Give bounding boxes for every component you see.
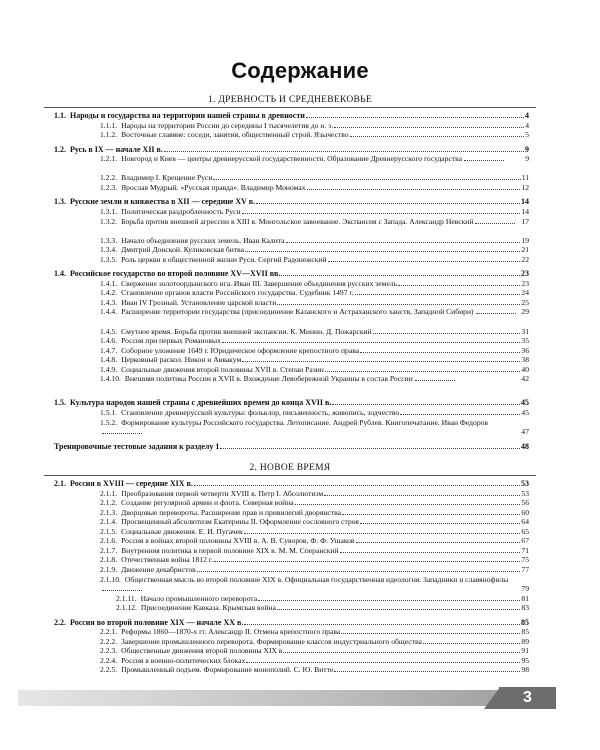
- toc-entry: [100, 374, 529, 383]
- entry-leader: [258, 600, 520, 601]
- entry-page: 45: [521, 407, 529, 417]
- entry-page: 81: [521, 593, 529, 603]
- entry-number: 1.4.3.: [100, 297, 118, 307]
- entry-number: 1.3.4.: [100, 245, 118, 255]
- entry-title: Россия в XVIII — середине XIX в.: [70, 479, 193, 488]
- entry-title: Расширение территории государства (присоединение Казанского и Астраханского ханств, Западной Сибири): [121, 307, 474, 317]
- entry-number: 2.1.12.: [116, 603, 137, 613]
- entry-number: 1.1.: [54, 111, 66, 120]
- toc-entry: [100, 236, 529, 245]
- entry-page: 25: [521, 297, 529, 307]
- entry-number: 1.4.1.: [100, 278, 118, 288]
- entry-number: 1.4.8.: [100, 355, 118, 365]
- entry-title: Соборное уложение 1649 г. Юридическое оформление крепостного права: [121, 345, 360, 355]
- toc-entry: [100, 627, 529, 636]
- entry-leader: [242, 213, 521, 214]
- page-title: Содержание: [231, 58, 369, 83]
- entry-title: Завершение промышленного переворота. Формирование классов индустриального общества: [121, 636, 422, 646]
- entry-leader: [244, 533, 521, 534]
- entry-title: Народы и государства на территории нашей страны в древности: [70, 111, 305, 120]
- toc-entry: [100, 536, 529, 545]
- entry-leader: [277, 304, 520, 305]
- chapter-entry: [54, 398, 529, 407]
- entry-title: Начало объединения русских земель. Иван Калита: [121, 235, 285, 245]
- entry-leader: [242, 361, 520, 362]
- entry-title: Роль церкви в общественной жизни Руси. Сергий Радонежский: [121, 254, 327, 264]
- entry-page: 11: [521, 173, 529, 183]
- entry-page: 21: [521, 245, 529, 255]
- chapter-entry: [54, 145, 529, 154]
- toc-entry: [100, 489, 529, 498]
- entry-number: 2.1.9.: [100, 564, 118, 574]
- entry-number: 2.2.3.: [100, 646, 118, 656]
- entry-number: 1.4.4.: [100, 307, 118, 317]
- entry-leader: [360, 523, 521, 524]
- entry-title: Русские земли и княжества в XII — середине XV в.: [70, 197, 256, 207]
- entry-title: Тренировочные тестовые задания к разделу 1: [54, 441, 220, 451]
- entry-page: 56: [521, 498, 529, 508]
- entry-number: 1.4.6.: [100, 336, 118, 346]
- entry-number: 2.2.: [54, 617, 66, 627]
- entry-page: 29: [521, 307, 529, 317]
- entry-leader: [340, 552, 521, 553]
- entry-page: 91: [521, 646, 529, 656]
- footer-bar: [18, 690, 552, 706]
- entry-leader: [398, 285, 520, 286]
- toc-entry: [100, 646, 529, 655]
- entry-leader: [214, 561, 520, 562]
- entry-leader: [102, 433, 142, 434]
- entry-title: Новгород и Киев — центры древнерусской государственности. Образование Древнерусского государства: [121, 154, 463, 164]
- entry-number: 2.2.5.: [100, 665, 118, 675]
- entry-leader: [334, 671, 520, 672]
- entry-page: 17: [521, 216, 529, 226]
- entry-leader: [356, 542, 521, 543]
- entry-number: 2.2.4.: [100, 655, 118, 665]
- entry-leader: [342, 514, 520, 515]
- entry-leader: [197, 571, 521, 572]
- entry-leader: [332, 404, 520, 405]
- entry-page: 24: [521, 288, 529, 298]
- entry-title: Восточные славяне: соседи, занятия, общественный строй. Язычество: [121, 130, 349, 140]
- toc-entry: [100, 245, 529, 254]
- toc-entry: [100, 255, 529, 264]
- entry-page: 23: [521, 269, 529, 279]
- entry-leader: [213, 179, 520, 180]
- entry-page: 36: [521, 345, 529, 355]
- chapter-entry: [54, 442, 529, 451]
- entry-title: Владимир I. Крещение Руси: [121, 173, 213, 183]
- chapter-entry: [54, 479, 529, 488]
- entry-number: 1.2.1.: [100, 154, 118, 164]
- section-heading: 1. ДРЕВНОСТЬ И СРЕДНЕВЕКОВЬЕ: [207, 95, 373, 105]
- toc-entry: [100, 498, 529, 507]
- toc-entry: [100, 508, 529, 517]
- chapter-entry: [54, 197, 529, 206]
- toc-entry: [100, 355, 529, 364]
- toc-entry: [100, 217, 529, 226]
- toc-entry: [100, 207, 529, 216]
- toc-entry: [100, 173, 529, 182]
- entry-page: 47: [521, 426, 529, 436]
- entry-page: 71: [521, 545, 529, 555]
- toc-entry: [100, 336, 529, 345]
- toc-entry: [100, 408, 529, 417]
- entry-page: 4: [525, 120, 529, 130]
- entry-leader: [415, 380, 455, 381]
- entry-page: 98: [521, 665, 529, 675]
- page-number: 3: [499, 687, 556, 709]
- entry-title: Социальные движения. Е. И. Пугачев: [121, 526, 243, 536]
- entry-number: 1.4.2.: [100, 288, 118, 298]
- entry-page: 65: [521, 526, 529, 536]
- entry-title: Отечественная война 1812 г.: [121, 555, 213, 565]
- entry-number: 1.3.3.: [100, 235, 118, 245]
- section-divider: [44, 107, 536, 108]
- entry-title: Русь в IX — начале XII в.: [70, 144, 163, 154]
- entry-page: 48: [521, 441, 529, 451]
- entry-title: Социальные движения второй половины XVII в. Степан Разин: [121, 364, 324, 374]
- entry-leader: [475, 223, 515, 224]
- entry-number: 1.3.2.: [100, 216, 118, 226]
- entry-number: 2.1.2.: [100, 498, 118, 508]
- entry-leader: [102, 590, 142, 591]
- entry-title: Движение декабристов: [121, 564, 196, 574]
- toc-entry: [100, 546, 529, 555]
- entry-number: 1.3.: [54, 197, 66, 207]
- entry-number: 2.1.1.: [100, 488, 118, 498]
- entry-leader: [256, 203, 520, 204]
- entry-page: 53: [521, 479, 529, 488]
- entry-number: 1.2.3.: [100, 182, 118, 192]
- entry-title: Промышленный подъем. Формирование монополий. С. Ю. Витте: [121, 665, 334, 675]
- toc-entry: [100, 365, 529, 374]
- toc-entry: [100, 665, 529, 674]
- toc-entry: [100, 565, 529, 574]
- entry-page: 75: [521, 555, 529, 565]
- entry-leader: [220, 448, 520, 449]
- chapter-entry: [54, 618, 529, 627]
- entry-number: 2.1.5.: [100, 526, 118, 536]
- toc-entry: [100, 183, 529, 192]
- entry-title: Преобразования первой четверти XVIII в. Петр I. Абсолютизм: [121, 488, 324, 498]
- footer-bar-accent: [484, 687, 500, 709]
- entry-page: 95: [521, 655, 529, 665]
- entry-leader: [324, 495, 520, 496]
- entry-page: 64: [521, 517, 529, 527]
- entry-number: 1.2.2.: [100, 173, 118, 183]
- entry-page: 12: [521, 182, 529, 192]
- entry-leader: [246, 662, 520, 663]
- toc-entry: [100, 307, 529, 316]
- entry-number: 1.4.10.: [100, 374, 121, 384]
- toc-entry: [100, 656, 529, 665]
- entry-number: 2.1.10.: [100, 574, 121, 584]
- entry-page: 79: [521, 583, 529, 593]
- entry-page: 38: [521, 355, 529, 365]
- entry-page: 83: [521, 603, 529, 613]
- entry-title: Россия при первых Романовых: [121, 336, 221, 346]
- toc-entry: [100, 279, 529, 288]
- entry-leader: [325, 371, 521, 372]
- entry-leader: [245, 251, 520, 252]
- entry-number: 1.3.5.: [100, 254, 118, 264]
- entry-leader: [350, 136, 525, 137]
- entry-number: 2.2.1.: [100, 627, 118, 637]
- toc-entry: [100, 298, 529, 307]
- entry-leader: [355, 294, 521, 295]
- entry-number: 1.4.9.: [100, 364, 118, 374]
- entry-title: Создание регулярной армии и флота. Северная война: [121, 498, 294, 508]
- entry-number: 2.1.11.: [116, 593, 137, 603]
- entry-number: 1.5.2.: [100, 417, 118, 427]
- entry-number: 2.2.2.: [100, 636, 118, 646]
- toc-entry: [100, 154, 529, 163]
- toc-entry: [116, 603, 529, 612]
- toc-entry: [100, 527, 529, 536]
- entry-title: Дворцовые перевороты. Расширение прав и привилегий дворянства: [121, 507, 341, 517]
- entry-number: 1.5.1.: [100, 407, 118, 417]
- entry-page: 14: [521, 197, 529, 207]
- entry-leader: [464, 160, 504, 161]
- entry-title: Общественная мысль во второй половине XIX в. Официальная государственная идеология. Западники и славянофилы: [124, 574, 509, 584]
- entry-number: 1.4.: [54, 269, 66, 279]
- entry-title: Общественные движения второй половины XIX в.: [121, 646, 285, 656]
- entry-title: Дмитрий Донской. Куликовская битва: [121, 245, 245, 255]
- entry-title: Начало промышленного переворота: [140, 593, 258, 603]
- entry-leader: [244, 624, 520, 625]
- entry-title: Россия в военно-политических блоках: [121, 655, 246, 665]
- entry-title: Борьба против внешней агрессии в XIII в. Монгольское завоевание. Экспансия с Запада. Александр Невский: [121, 216, 474, 226]
- entry-leader: [373, 333, 521, 334]
- entry-number: 2.1.: [54, 479, 66, 488]
- entry-title: Россия во второй половине XIX — начале XX в.: [70, 617, 244, 627]
- entry-title: Народы на территории России до середины I тысячелетия до н. э.: [121, 120, 334, 130]
- chapter-entry: [54, 269, 529, 278]
- entry-leader: [476, 313, 516, 314]
- toc-entry: [100, 555, 529, 564]
- entry-leader: [164, 151, 524, 152]
- toc-entry: [100, 346, 529, 355]
- entry-number: 2.1.7.: [100, 545, 118, 555]
- entry-leader: [222, 342, 521, 343]
- entry-page: 35: [521, 336, 529, 346]
- toc-entry: [100, 288, 529, 297]
- entry-number: 2.1.8.: [100, 555, 118, 565]
- entry-title: Реформы 1860—1870-х гг. Александр II. Отмена крепостного права: [121, 627, 341, 637]
- toc-entry: [100, 418, 529, 436]
- entry-page: 9: [525, 144, 529, 154]
- entry-title: Свержение золотоордынского ига. Иван III. Завершение объединения русских земель: [121, 278, 398, 288]
- entry-number: 2.1.6.: [100, 536, 118, 546]
- entry-title: Просвещенный абсолютизм Екатерины II. Оформление сословного строя: [121, 517, 359, 527]
- entry-title: Культура народов нашей страны с древнейших времен до конца XVII в.: [70, 398, 332, 408]
- entry-number: 1.2.: [54, 144, 66, 154]
- toc-entry: [100, 130, 529, 139]
- entry-title: Смутное время. Борьба против внешней экспансии. К. Минин. Д. Пожарский: [121, 326, 372, 336]
- entry-number: 1.4.5.: [100, 326, 118, 336]
- entry-page: 42: [521, 374, 529, 384]
- entry-page: 53: [521, 488, 529, 498]
- entry-page: 4: [525, 111, 529, 120]
- entry-title: Внутренняя политика в первой половине XIX в. М. М. Сперанский: [121, 545, 339, 555]
- entry-leader: [277, 609, 521, 610]
- entry-title: Формирование культуры Российского государства. Летописание. Андрей Рублев. Книгопечатание. Иван Федоров: [121, 417, 489, 427]
- entry-number: 1.4.7.: [100, 345, 118, 355]
- entry-page: 23: [521, 278, 529, 288]
- entry-number: 2.1.4.: [100, 517, 118, 527]
- entry-page: 85: [521, 627, 529, 637]
- entry-number: 1.1.2.: [100, 130, 118, 140]
- entry-leader: [400, 414, 520, 415]
- toc-entry: [100, 327, 529, 336]
- entry-page: 5: [525, 130, 529, 140]
- entry-title: Присоединение Кавказа. Крымская война: [140, 603, 276, 613]
- entry-leader: [360, 352, 520, 353]
- entry-page: 89: [521, 636, 529, 646]
- entry-title: Становление древнерусской культуры: фольклор, письменность, живопись, зодчество: [121, 407, 400, 417]
- entry-leader: [307, 189, 521, 190]
- entry-leader: [341, 633, 520, 634]
- entry-page: 60: [521, 507, 529, 517]
- section-divider: [44, 475, 536, 476]
- entry-page: 77: [521, 564, 529, 574]
- toc-entry: [100, 637, 529, 646]
- entry-number: 1.5.: [54, 398, 66, 408]
- toc-entry: [100, 575, 529, 593]
- chapter-entry: [54, 111, 529, 120]
- entry-leader: [334, 127, 524, 128]
- entry-title: Иван IV Грозный. Установление царской власти: [121, 297, 277, 307]
- entry-page: 67: [521, 536, 529, 546]
- entry-page: 14: [521, 206, 529, 216]
- entry-number: 2.1.3.: [100, 507, 118, 517]
- section-heading: 2. НОВОЕ ВРЕМЯ: [249, 463, 331, 473]
- entry-page: 22: [521, 254, 529, 264]
- entry-leader: [286, 242, 521, 243]
- toc-entry: [116, 594, 529, 603]
- entry-page: 40: [521, 364, 529, 374]
- entry-number: 1.3.1.: [100, 206, 118, 216]
- entry-leader: [281, 275, 520, 276]
- entry-title: Церковный раскол. Никон и Аввакум: [121, 355, 242, 365]
- entry-page: 85: [521, 617, 529, 627]
- toc-entry: [100, 121, 529, 130]
- entry-title: Ярослав Мудрый. «Русская правда». Владимир Мономах: [121, 182, 306, 192]
- entry-number: 1.1.1.: [100, 120, 118, 130]
- entry-page: 9: [525, 154, 529, 164]
- entry-page: 45: [521, 398, 529, 408]
- entry-leader: [423, 643, 521, 644]
- entry-leader: [328, 261, 521, 262]
- toc-entry: [100, 517, 529, 526]
- entry-leader: [285, 652, 520, 653]
- entry-title: Политическая раздробленность Руси: [121, 206, 241, 216]
- entry-leader: [306, 117, 524, 118]
- entry-title: Внешняя политика России в XVII в. Вхождение Левобережной Украины в состав России: [124, 374, 413, 384]
- entry-title: Становление органов власти Российского государства. Судебник 1497 г.: [121, 288, 354, 298]
- entry-leader: [194, 485, 520, 486]
- entry-title: Россия в войнах второй половины XVIII в. А. В. Суворов, Ф. Ф. Ушаков: [121, 536, 355, 546]
- entry-title: Российское государство во второй половине XV—XVII вв.: [70, 269, 281, 279]
- entry-page: 31: [521, 326, 529, 336]
- entry-page: 19: [521, 235, 529, 245]
- entry-leader: [295, 504, 521, 505]
